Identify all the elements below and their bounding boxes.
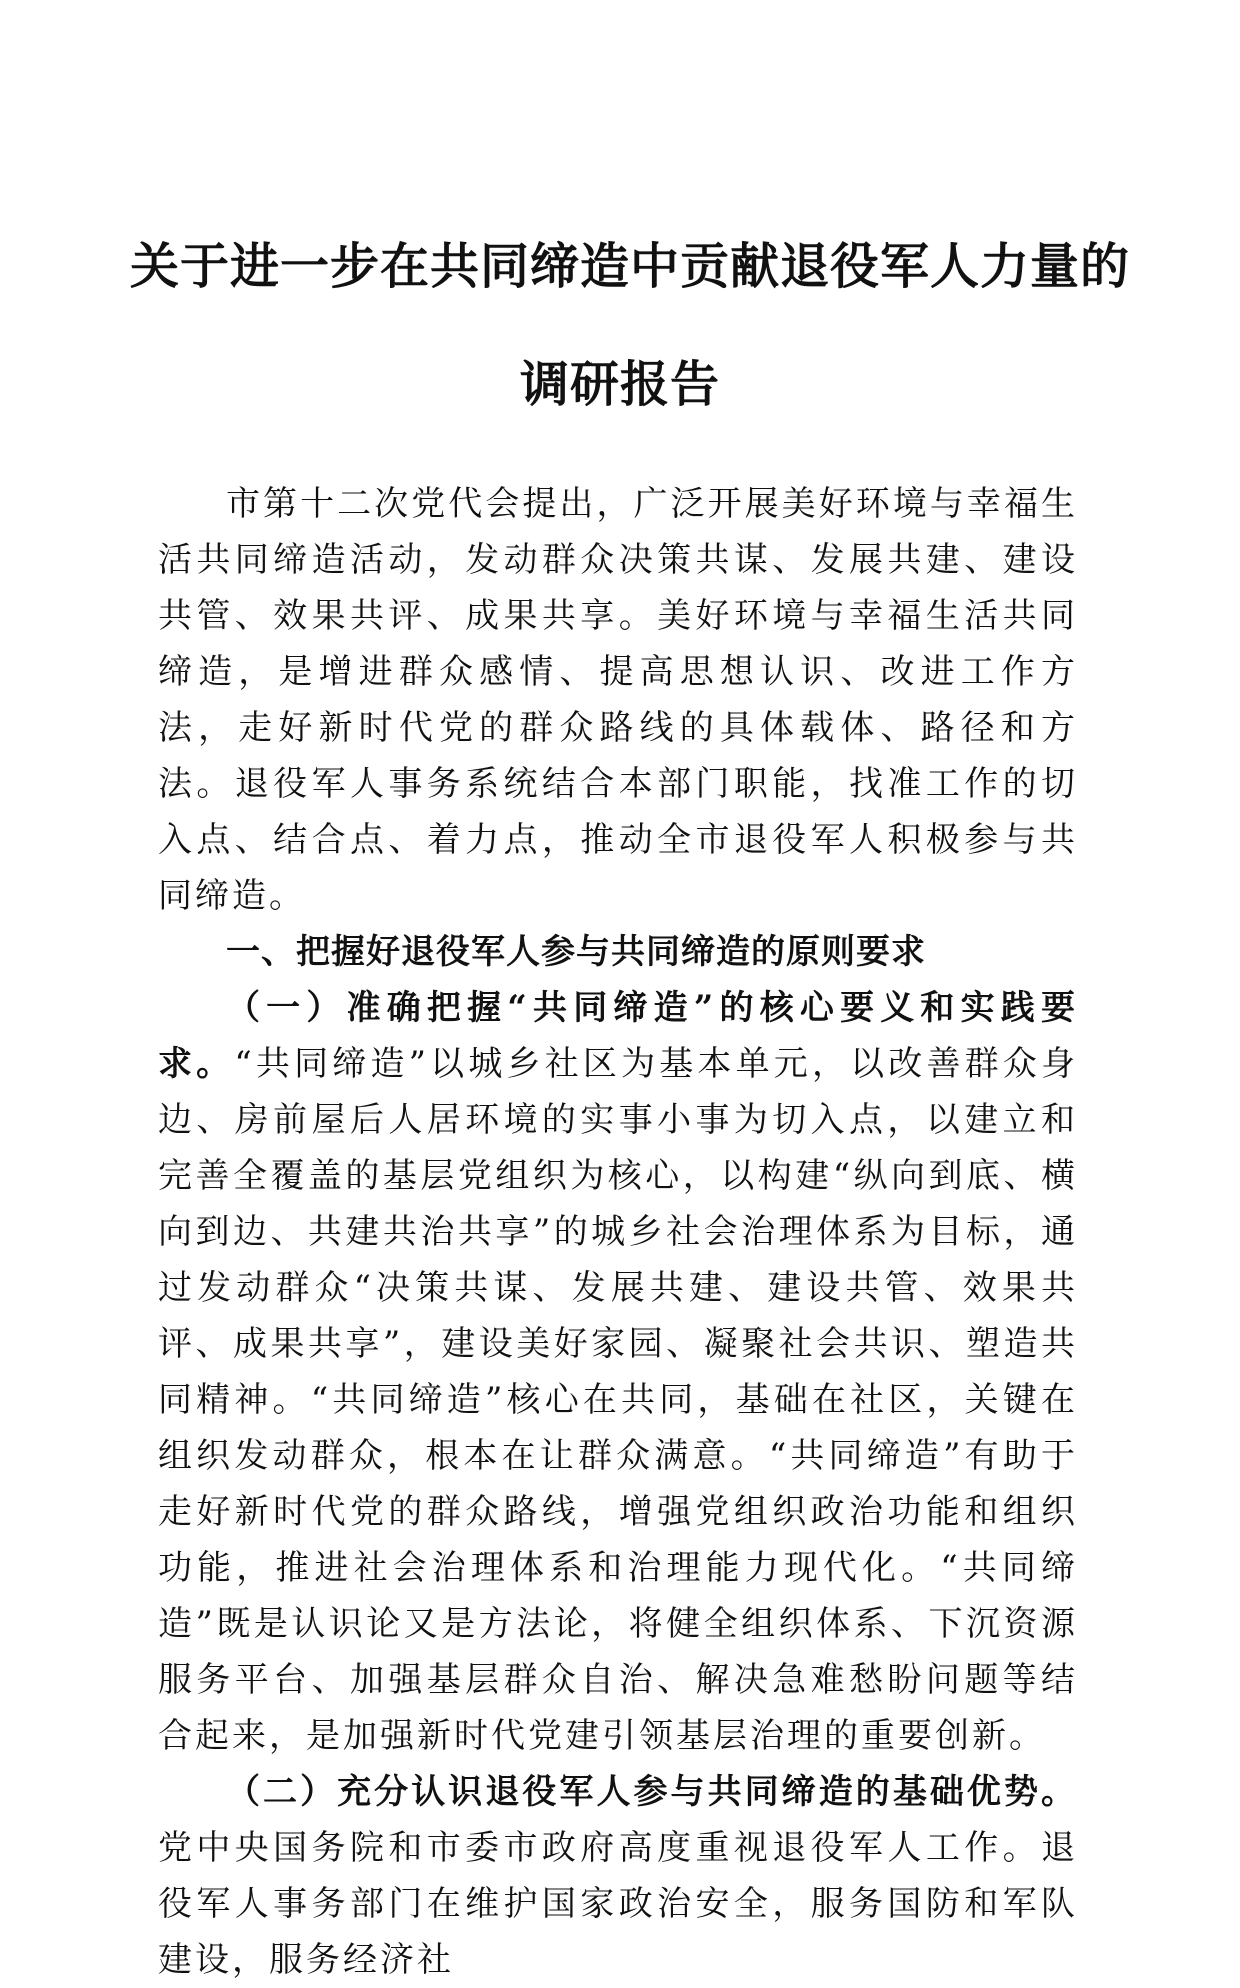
section-1-heading: 一、把握好退役军人参与共同缔造的原则要求: [226, 932, 926, 972]
intro-paragraph: [158, 476, 1078, 924]
subsection-1-1-paragraph: [158, 980, 1078, 1764]
intro-text: 市第十二次党代会提出，广泛开展美好环境与幸福生活共同缔造活动，发动群众决策共谋、发展共建、建设共管、效果共评、成果共享。美好环境与幸福生活共同缔造，是增进群众感情、提高思想认识、改进工作方法，走好新时代党的群众路线的具体载体、路径和方法。退役军人事务系统结合本部门职能，找准工作的切入点、结合点、着力点，推动全市退役军人积极参与共同缔造。: [158, 484, 1078, 916]
document-title-line-2: 调研报告: [519, 356, 720, 413]
subsection-1-1-body: “共同缔造”以城乡社区为基本单元，以改善群众身边、房前屋后人居环境的实事小事为切入点，以建立和完善全覆盖的基层党组织为核心，以构建“纵向到底、横向到边、共建共治共享”的城乡社会治理体系为目标，通过发动群众“决策共谋、发展共建、建设共管、效果共评、成果共享”，建设美好家园、凝聚社会共识、塑造共同精神。“共同缔造”核心在共同，基础在社区，关键在组织发动群众，根本在让群众满意。“共同缔造”有助于走好新时代党的群众路线，增强党组织政治功能和组织功能，推进社会治理体系和治理能力现代化。“共同缔造”既是认识论又是方法论，将健全组织体系、下沉资源服务平台、加强基层群众自治、解决急难愁盼问题等结合起来，是加强新时代党建引领基层治理的重要创新。: [158, 1044, 1079, 1756]
document-body: [158, 476, 1078, 1988]
subsection-1-2-body: 党中央国务院和市委市政府高度重视退役军人工作。退役军人事务部门在维护国家政治安全，服务国防和军队建设，服务经济社: [158, 1828, 1078, 1980]
subsection-1-2-paragraph: [158, 1764, 1078, 1988]
subsection-1-1-heading: （一）准确把握“共同缔造”的核心要义和实践要求。: [158, 988, 1078, 1084]
document-title-line-1: 关于进一步在共同缔造中贡献退役军人力量的: [130, 238, 1131, 295]
subsection-1-2-heading: （二）充分认识退役军人参与共同缔造的基础优势。: [226, 1772, 1078, 1812]
